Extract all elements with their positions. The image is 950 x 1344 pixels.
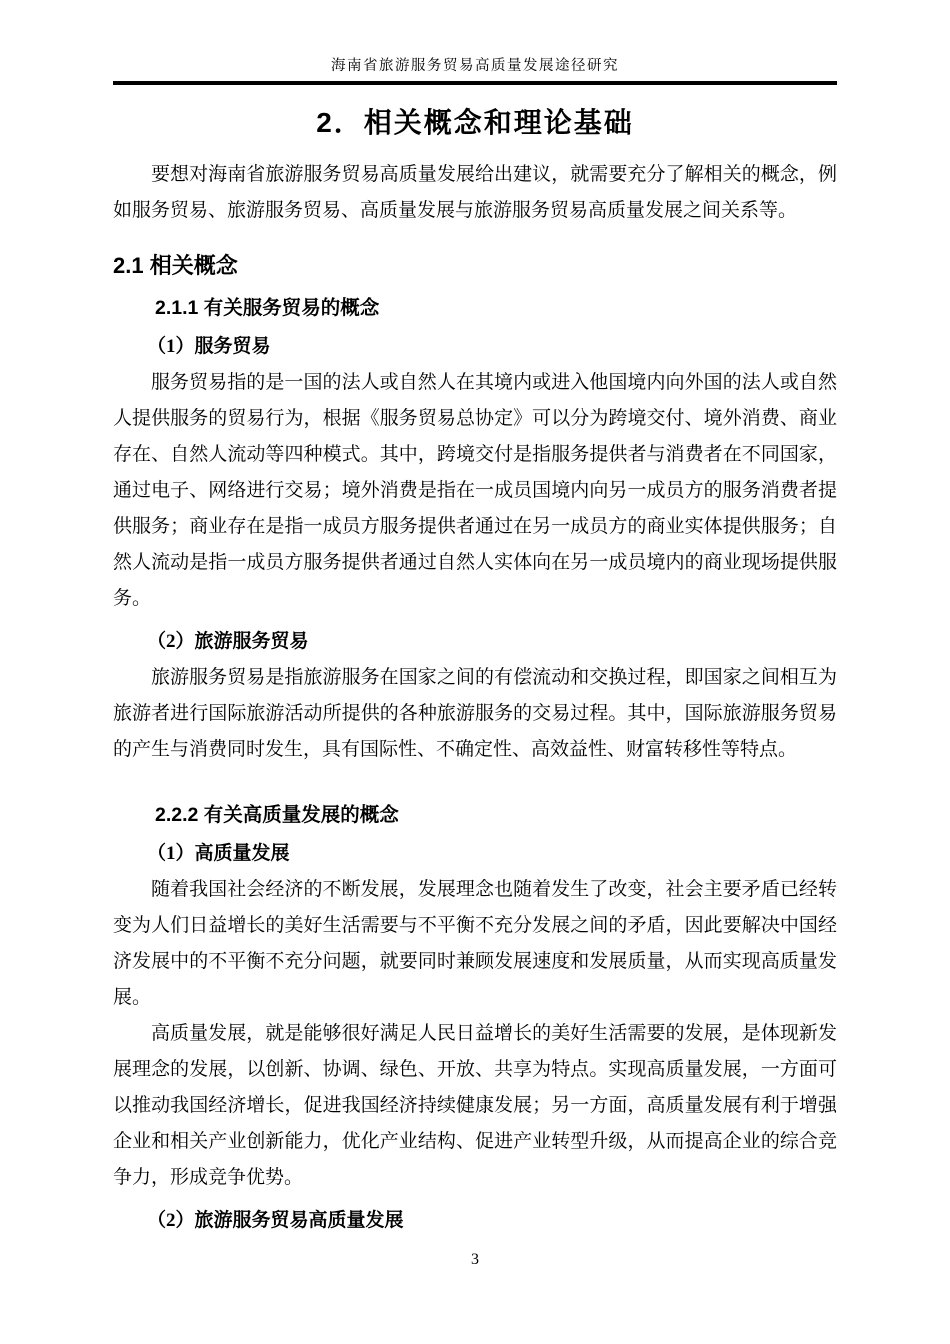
running-head: 海南省旅游服务贸易高质量发展途径研究	[331, 58, 619, 74]
section-2-1-1-heading: 2.1.1 有关服务贸易的概念	[155, 297, 380, 319]
tourism-service-trade-heading: （2）旅游服务贸易	[147, 631, 309, 652]
header-divider-rule	[113, 81, 837, 85]
page-header	[113, 54, 837, 85]
tourism-trade-hqd-heading: （2）旅游服务贸易高质量发展	[147, 1210, 404, 1231]
service-trade-heading: （1）服务贸易	[147, 336, 271, 357]
chapter-title: 2．相关概念和理论基础	[316, 107, 634, 138]
high-quality-development-paragraph-1: 随着我国社会经济的不断发展，发展理念也随着发生了改变，社会主要矛盾已经转变为人们日益增长的美好生活需要与不平衡不充分发展之间的矛盾，因此要解决中国经济发展中的不平衡不充分问题，就要同时兼顾发展速度和发展质量，从而实现高质量发展。	[113, 879, 837, 1008]
intro-paragraph: 要想对海南省旅游服务贸易高质量发展给出建议，就需要充分了解相关的概念，例如服务贸易、旅游服务贸易、高质量发展与旅游服务贸易高质量发展之间关系等。	[113, 164, 837, 221]
page-number: 3	[471, 1251, 479, 1268]
high-quality-development-heading: （1）高质量发展	[147, 843, 290, 864]
high-quality-development-paragraph-2: 高质量发展，就是能够很好满足人民日益增长的美好生活需要的发展，是体现新发展理念的发展，以创新、协调、绿色、开放、共享为特点。实现高质量发展，一方面可以推动我国经济增长，促进我国经济持续健康发展；另一方面，高质量发展有利于增强企业和相关产业创新能力，优化产业结构、促进产业转型升级，从而提高企业的综合竞争力，形成竞争优势。	[113, 1023, 837, 1188]
service-trade-paragraph: 服务贸易指的是一国的法人或自然人在其境内或进入他国境内向外国的法人或自然人提供服务的贸易行为，根据《服务贸易总协定》可以分为跨境交付、境外消费、商业存在、自然人流动等四种模式。其中，跨境交付是指服务提供者与消费者在不同国家，通过电子、网络进行交易；境外消费是指在一成员国境内向另一成员方的服务消费者提供服务；商业存在是指一成员方服务提供者通过在另一成员方的商业实体提供服务；自然人流动是指一成员方服务提供者通过自然人实体向在另一成员境内的商业现场提供服务。	[113, 372, 837, 609]
section-2-1-heading: 2.1 相关概念	[113, 253, 238, 278]
section-2-2-2-heading: 2.2.2 有关高质量发展的概念	[155, 804, 399, 826]
tourism-service-trade-paragraph: 旅游服务贸易是指旅游服务在国家之间的有偿流动和交换过程，即国家之间相互为旅游者进行国际旅游活动所提供的各种旅游服务的交易过程。其中，国际旅游服务贸易的产生与消费同时发生，具有国际性、不确定性、高效益性、财富转移性等特点。	[113, 667, 837, 760]
